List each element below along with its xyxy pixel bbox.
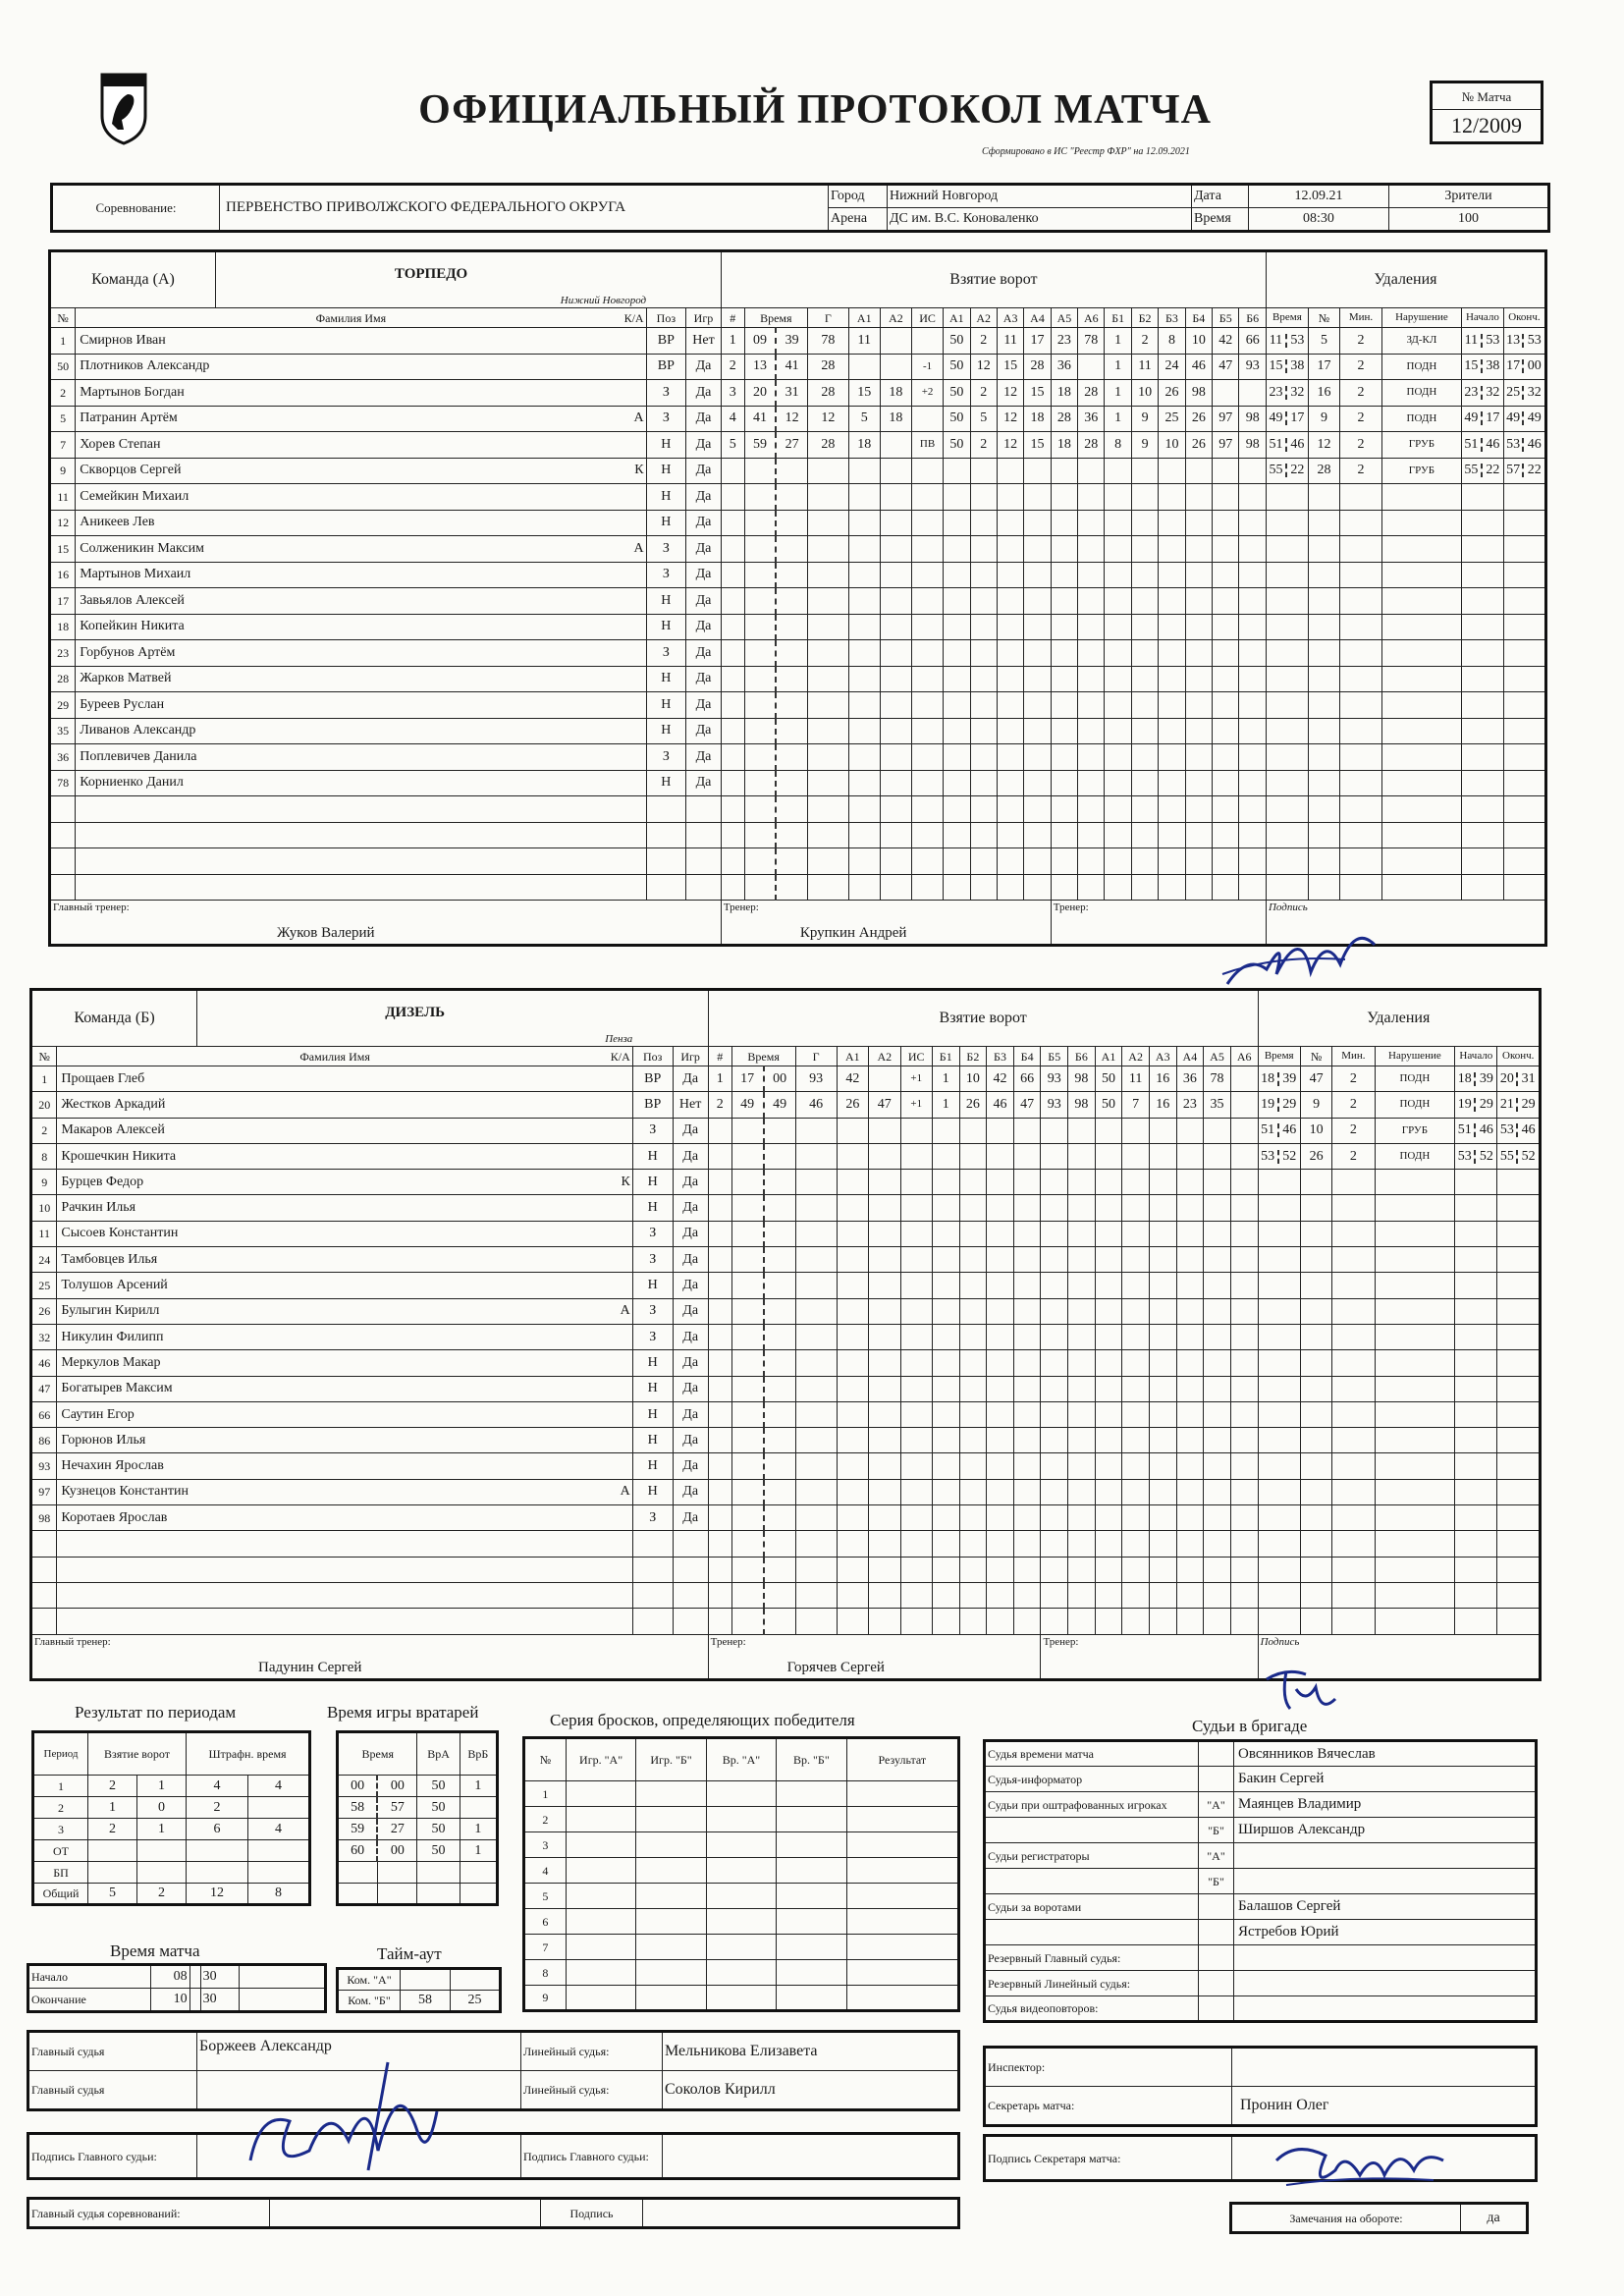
player-played: Да (673, 1247, 708, 1273)
player-pos: Н (646, 692, 686, 719)
player-name: Смирнов Иван (80, 332, 166, 348)
player-name: Ливанов Александр (80, 723, 196, 738)
line-ref1-label: Линейный судья: (521, 2032, 663, 2071)
goalies-title: Время игры вратарей (327, 1703, 479, 1722)
line-ref2-label: Линейный судья: (521, 2071, 663, 2110)
brigade-row: Судья-информатор Бакин Сергей (985, 1767, 1537, 1792)
match-end-h: 10 (151, 1989, 190, 2012)
period-row: 1 2 1 4 4 (33, 1776, 310, 1797)
player-pos: ВР (632, 1092, 673, 1118)
player-played: Да (673, 1195, 708, 1221)
brigade-row: Судья видеоповторов: (985, 1996, 1537, 2022)
player-name: Солженикин Максим (80, 540, 204, 556)
player-name: Бурцев Федор (61, 1174, 144, 1189)
period-row: БП (33, 1862, 310, 1884)
team_a-player-row: 7 Хорев Степан Н Да 5 59 27 28 18 ПВ 50 2 12 15 18 28 8 9 10 26 97 98 51 46 12 2 ГРУБ 51 46 53 46 (50, 432, 1546, 459)
remarks-label: Замечания на обороте: (1231, 2204, 1461, 2233)
match-number-label: № Матча (1432, 82, 1543, 110)
team_b-player-row: 9 Бурцев Федор К Н Да (31, 1170, 1541, 1195)
player-pos: З (632, 1298, 673, 1324)
city-label: Город (829, 185, 888, 208)
player-pos: Н (632, 1428, 673, 1453)
player-pos: З (632, 1324, 673, 1349)
period-row: Общий 5 2 12 8 (33, 1884, 310, 1905)
player-pos: Н (646, 718, 686, 744)
team_a-player-row: 9 Скворцов Сергей К Н Да 55 22 28 2 ГРУБ 55 22 57 22 (50, 458, 1546, 484)
player-pos: Н (632, 1376, 673, 1401)
chief-comp-label: Главный судья соревнований: (28, 2199, 270, 2228)
player-name: Жарков Матвей (80, 671, 172, 686)
player-pos: ВР (646, 354, 686, 380)
match-end-label: Окончание (28, 1989, 151, 2012)
timeout-title: Тайм-аут (377, 1944, 442, 1963)
line-ref1-name: Мельникова Елизавета (663, 2032, 959, 2071)
team_a-table: Команда (А) ТОРПЕДО Нижний Новгород Взятие ворот Удаления № Фамилия Имя К/А Поз Игр # Время Г А1 А2 ИС А1 А2 А3 А4 А5 А6 Б1 Б2 Б3 Б4 Б5 Б6 Время № Мин. Нарушение Начало Оконч. 1 Смирнов Иван ВР Нет 1 09 39 78 11 50 2 11 17 23 78 1 2 8 10 42 66 11 53 5 2 ЗД-КЛ 11 53 13 53 50 Плотников Александр ВР Да 2 13 41 28 -1 50 12 15 28 36 1 11 24 46 47 93 15 38 17 2 ПОДН 15 38 17 00 2 Мартынов Богдан З Да 3 20 31 28 15 18 +2 50 2 12 15 18 28 1 10 26 98 23 32 16 2 ПОДН 23 32 25 32 5 Патранин Артём А З Да 4 41 12 12 5 18 50 5 12 18 28 36 1 9 25 26 97 98 49 17 9 2 ПОДН 49 17 49 49 7 Хорев Степан Н Да 5 59 27 28 18 ПВ 50 2 12 15 18 28 8 9 10 26 97 98 51 46 12 2 ГРУБ 51 46 53 46 9 Скворцов Сергей К Н Да 55 22 28 2 ГРУБ 55 22 57 22 11 Семейкин Михаил Н Да 12 Аникеев Лев Н Да 15 Солженикин Максим А З Да 16 Мартынов Михаил З Да 17 Завьялов Алексей Н Да 18 Копейкин Никита Н Да 23 Горбунов Артём З Да 28 Жарков Матвей Н Да 29 Буреев Руслан Н Да 35 Ливанов Александр Н Да 36 Поплевичев Данила З Да 78 Корниенко Данил Н Да Главный тренер: Жуков Валерий Тренер: Крупкин Андрей Тренер: Подпись (48, 249, 1547, 947)
player-name: Богатырев Максим (61, 1381, 173, 1396)
player-played: Да (673, 1479, 708, 1504)
player-pos: ВР (646, 328, 686, 355)
period-row: 2 1 0 2 (33, 1797, 310, 1819)
player-played: Да (686, 432, 722, 459)
team_a-player-row (50, 874, 1546, 901)
player-pos: Н (646, 432, 686, 459)
team_a-player-row (50, 822, 1546, 848)
shootout-row: 2 (524, 1807, 959, 1832)
match-end-m: 30 (200, 1989, 240, 2012)
player-played: Да (686, 380, 722, 407)
player-played: Да (686, 484, 722, 511)
player-pos: Н (632, 1401, 673, 1427)
brigade-row: Судьи регистраторы "А" (985, 1843, 1537, 1869)
chief-comp-sign-label: Подпись (541, 2199, 643, 2228)
team_a-head-coach: Жуков Валерий (277, 925, 375, 941)
player-name: Патранин Артём (80, 410, 178, 426)
shootout-row: 8 (524, 1960, 959, 1986)
player-played: Да (686, 666, 722, 692)
player-name: Прощаев Глеб (61, 1070, 145, 1086)
goalies-h-a: ВрА (417, 1732, 460, 1776)
player-role: А (633, 540, 644, 556)
secretary-sign-table (983, 2134, 1538, 2182)
player-name: Меркулов Макар (61, 1354, 161, 1370)
player-name: Мартынов Михаил (80, 567, 191, 582)
player-played: Да (686, 510, 722, 536)
player-played: Да (673, 1428, 708, 1453)
brigade-row: "Б" Ширшов Александр (985, 1818, 1537, 1843)
goalie-row: 59 27 50 1 (338, 1819, 498, 1840)
player-pos: З (646, 640, 686, 667)
team_a-label: Команда (А) (51, 251, 216, 308)
team_b-player-row: 24 Тамбовцев Илья З Да (31, 1247, 1541, 1273)
team_b-table: Команда (Б) ДИЗЕЛЬ Пенза Взятие ворот Удаления № Фамилия Имя К/А Поз Игр # Время Г А1 А2 ИС Б1 Б2 Б3 Б4 Б5 Б6 А1 А2 А3 А4 А5 А6 Время № Мин. Нарушение Начало Оконч. 1 Прощаев Глеб ВР Да 1 17 00 93 42 +1 1 10 42 66 93 98 50 11 16 36 78 18 39 47 2 ПОДН 18 39 20 31 20 Жестков Аркадий ВР Нет 2 49 49 46 26 47 +1 1 26 46 47 93 98 50 7 16 23 35 19 29 9 2 ПОДН 19 29 21 29 2 Макаров Алексей З Да 51 46 10 2 ГРУБ 51 46 53 46 8 Крошечкин Никита Н Да 53 52 26 2 ПОДН 53 52 55 52 9 Бурцев Федор К Н Да 10 Рачкин Илья Н Да 11 Сысоев Константин З Да 24 Тамбовцев Илья З Да 25 Толушов Арсений Н Да 26 Булыгин Кирилл А З Да 32 Никулин Филипп З Да 46 Меркулов Макар Н Да 47 Богатырев Максим Н Да 66 Саутин Егор Н Да 86 Горюнов Илья Н Да 93 Нечахин Ярослав Н Да 97 Кузнецов Константин А Н Да 98 Коротаев Ярослав З Да Главный тренер: Падунин Сергей Тренер: Горячев Сергей Тренер: Подпись (29, 988, 1542, 1681)
team_b-label: Команда (Б) (32, 990, 197, 1047)
team_a-player-row: 1 Смирнов Иван ВР Нет 1 09 39 78 11 50 2 11 17 23 78 1 2 8 10 42 66 11 53 5 2 ЗД-КЛ 11 53 13 53 (50, 328, 1546, 355)
goalies-table (336, 1730, 499, 1906)
player-name: Корниенко Данил (80, 775, 184, 791)
player-name: Жестков Аркадий (61, 1096, 166, 1112)
player-played: Да (673, 1505, 708, 1531)
timeout-b-min: 58 (401, 1991, 451, 2012)
shootout-row: 1 (524, 1781, 959, 1807)
player-played: Да (686, 692, 722, 719)
player-name: Хорев Степан (80, 436, 161, 452)
brigade-row: "Б" (985, 1869, 1537, 1894)
team_a-player-row: 36 Поплевичев Данила З Да (50, 744, 1546, 771)
player-role: А (633, 410, 644, 426)
team_a-player-row: 11 Семейкин Михаил Н Да (50, 484, 1546, 511)
brigade-row: Резервный Главный судья: (985, 1945, 1537, 1971)
team_a-player-row: 17 Завьялов Алексей Н Да (50, 588, 1546, 615)
player-played: Да (686, 640, 722, 667)
player-played: Да (673, 1298, 708, 1324)
player-pos: З (632, 1247, 673, 1273)
team-b-section (29, 988, 1542, 1681)
player-name: Макаров Алексей (61, 1122, 165, 1138)
team-a-section (48, 249, 1547, 947)
sign-main-label: Подпись Главного судьи: (28, 2134, 197, 2179)
player-played: Да (686, 744, 722, 771)
team_a-player-row: 78 Корниенко Данил Н Да (50, 770, 1546, 796)
brigade-title: Судьи в бригаде (1192, 1717, 1308, 1735)
player-pos: З (646, 744, 686, 771)
secretary-name: Пронин Олег (1232, 2087, 1537, 2126)
player-played: Да (673, 1453, 708, 1479)
team_b-player-row: 93 Нечахин Ярослав Н Да (31, 1453, 1541, 1479)
player-pos: Н (646, 614, 686, 640)
match-start-m: 30 (200, 1965, 240, 1989)
brigade-row: Судьи при оштрафованных игроках "А" Маянцев Владимир (985, 1792, 1537, 1818)
team_b-city: Пенза (605, 1033, 633, 1045)
player-role: А (620, 1303, 630, 1319)
match-number: 12/2009 (1432, 110, 1543, 143)
shootout-title: Серия бросков, определяющих победителя (550, 1711, 855, 1729)
timeout-table (336, 1967, 502, 2013)
player-role: К (634, 463, 644, 478)
shootout-row: 6 (524, 1909, 959, 1935)
player-played: Нет (686, 328, 722, 355)
player-pos: Н (646, 458, 686, 484)
player-played: Да (673, 1066, 708, 1092)
brigade-row: Резервный Линейный судья: (985, 1971, 1537, 1996)
time-label: Время (1192, 208, 1249, 232)
goalie-row: 60 00 50 1 (338, 1840, 498, 1862)
team_b-player-row: 47 Богатырев Максим Н Да (31, 1376, 1541, 1401)
shootout-row: 4 (524, 1858, 959, 1884)
line-ref2-name: Соколов Кирилл (663, 2071, 959, 2110)
main-ref-name: Боржеев Александр (197, 2032, 521, 2071)
goalies-h-time: Время (338, 1732, 417, 1776)
remarks-table (1229, 2202, 1529, 2234)
team_b-coach: Горячев Сергей (786, 1659, 885, 1675)
player-played: Да (673, 1401, 708, 1427)
match-start-label: Начало (28, 1965, 151, 1989)
team_b-head-coach: Падунин Сергей (258, 1659, 362, 1675)
player-pos: Н (646, 510, 686, 536)
player-pos: Н (632, 1273, 673, 1298)
fhr-logo (98, 65, 149, 145)
team_a-name: ТОРПЕДО (394, 266, 468, 282)
player-played: Да (673, 1324, 708, 1349)
competition-label: Соревнование: (52, 185, 220, 232)
player-name: Аникеев Лев (80, 515, 155, 530)
team_a-goals-title: Взятие ворот (721, 251, 1266, 308)
secretary-label: Секретарь матча: (985, 2087, 1232, 2126)
team_a-player-row: 12 Аникеев Лев Н Да (50, 510, 1546, 536)
player-name: Завьялов Алексей (80, 592, 185, 608)
shootout-table: № Игр. "А" Игр. "Б" Вр. "А" Вр. "Б" Результат 1 2 3 4 5 6 7 8 9 (522, 1736, 960, 2012)
team_a-player-row: 28 Жарков Матвей Н Да (50, 666, 1546, 692)
match-time-title: Время матча (110, 1941, 200, 1960)
player-name: Горбунов Артём (80, 644, 176, 660)
team_b-player-row: 66 Саутин Егор Н Да (31, 1401, 1541, 1427)
team_b-player-row: 32 Никулин Филипп З Да (31, 1324, 1541, 1349)
city-value: Нижний Новгород (888, 185, 1192, 208)
periods-h-pen: Штрафн. время (187, 1732, 310, 1776)
team_a-player-row: 2 Мартынов Богдан З Да 3 20 31 28 15 18 +2 50 2 12 15 18 28 1 10 26 98 23 32 16 2 ПОДН 23 32 25 32 (50, 380, 1546, 407)
secretary-sign-label: Подпись Секретаря матча: (985, 2136, 1232, 2181)
player-name: Буреев Руслан (80, 696, 165, 712)
player-pos: Н (632, 1195, 673, 1221)
brigade-row: Судьи за воротами Балашов Сергей (985, 1894, 1537, 1920)
player-name: Нечахин Ярослав (61, 1458, 164, 1474)
player-played: Да (673, 1350, 708, 1376)
player-pos: Н (646, 484, 686, 511)
shootout-row: 5 (524, 1884, 959, 1909)
team_a-penalties-title: Удаления (1266, 251, 1545, 308)
player-name: Скворцов Сергей (80, 463, 182, 478)
match-start-h: 08 (151, 1965, 190, 1989)
periods-h-period: Период (33, 1732, 88, 1776)
team_a-city: Нижний Новгород (560, 295, 647, 306)
arena-label: Арена (829, 208, 888, 232)
player-played: Да (673, 1143, 708, 1169)
periods-h-goals: Взятие ворот (88, 1732, 187, 1776)
team_a-player-row: 18 Копейкин Никита Н Да (50, 614, 1546, 640)
player-name: Толушов Арсений (61, 1278, 168, 1293)
team_b-penalties-title: Удаления (1258, 990, 1540, 1047)
signature-team-a (1218, 915, 1384, 1004)
timeout-b-label: Ком. "Б" (338, 1991, 401, 2012)
player-pos: З (632, 1118, 673, 1143)
player-played: Да (686, 614, 722, 640)
player-played: Да (673, 1273, 708, 1298)
spectators-label: Зрители (1389, 185, 1549, 208)
team_b-head-coach-label: Главный тренер: (34, 1635, 111, 1648)
team_a-player-row: 15 Солженикин Максим А З Да (50, 536, 1546, 563)
brigade-table (983, 1739, 1538, 2023)
goalies-h-b: ВрБ (460, 1732, 497, 1776)
player-name: Рачкин Илья (61, 1200, 136, 1216)
team_a-player-row: 50 Плотников Александр ВР Да 2 13 41 28 -1 50 12 15 28 36 1 11 24 46 47 93 15 38 17 2 ПОДН 15 38 17 00 (50, 354, 1546, 380)
timeout-b-sec: 25 (451, 1991, 501, 2012)
team_a-player-row (50, 796, 1546, 823)
team_b-player-row: 86 Горюнов Илья Н Да (31, 1428, 1541, 1453)
player-pos: З (632, 1221, 673, 1246)
player-played: Да (686, 562, 722, 588)
player-name: Плотников Александр (80, 358, 210, 374)
period-row: 3 2 1 6 4 (33, 1819, 310, 1840)
player-played: Да (686, 588, 722, 615)
team_b-player-row: 97 Кузнецов Константин А Н Да (31, 1479, 1541, 1504)
player-pos: З (646, 380, 686, 407)
player-name: Тамбовцев Илья (61, 1251, 158, 1267)
periods-table (31, 1730, 311, 1906)
shootout-row: 7 (524, 1935, 959, 1960)
team_b-player-row: 2 Макаров Алексей З Да 51 46 10 2 ГРУБ 51 46 53 46 (31, 1118, 1541, 1143)
team_b-player-row (31, 1531, 1541, 1557)
team_b-goals-title: Взятие ворот (708, 990, 1258, 1047)
player-name: Кузнецов Константин (61, 1484, 189, 1500)
player-played: Да (673, 1221, 708, 1246)
date-value: 12.09.21 (1249, 185, 1389, 208)
spectators-value: 100 (1389, 208, 1549, 232)
player-role: К (621, 1174, 630, 1189)
player-name: Мартынов Богдан (80, 384, 185, 400)
match-info (50, 183, 1550, 233)
player-pos: Н (632, 1453, 673, 1479)
team_b-player-row: 20 Жестков Аркадий ВР Нет 2 49 49 46 26 47 +1 1 26 46 47 93 98 50 7 16 23 35 19 29 9 2 ПОДН 19 29 21 29 (31, 1092, 1541, 1118)
competition-name: ПЕРВЕНСТВО ПРИВОЛЖСКОГО ФЕДЕРАЛЬНОГО ОКРУГА (220, 185, 829, 232)
player-played: Да (673, 1170, 708, 1195)
team_a-player-row: 23 Горбунов Артём З Да (50, 640, 1546, 667)
team_a-coach: Крупкин Андрей (799, 925, 907, 941)
player-played: Да (686, 536, 722, 563)
player-name: Копейкин Никита (80, 619, 185, 634)
team_b-player-row: 10 Рачкин Илья Н Да (31, 1195, 1541, 1221)
player-pos: З (646, 406, 686, 432)
team_a-player-row (50, 848, 1546, 875)
player-pos: Н (632, 1350, 673, 1376)
player-pos: Н (646, 770, 686, 796)
player-played: Да (686, 458, 722, 484)
shootout-row: 3 (524, 1832, 959, 1858)
player-played: Да (686, 354, 722, 380)
team_b-player-row: 46 Меркулов Макар Н Да (31, 1350, 1541, 1376)
team_a-player-row: 35 Ливанов Александр Н Да (50, 718, 1546, 744)
signatures-table (27, 2132, 960, 2180)
goalie-row: 00 00 50 1 (338, 1776, 498, 1797)
player-name: Сысоев Константин (61, 1226, 179, 1241)
player-pos: З (632, 1505, 673, 1531)
date-label: Дата (1192, 185, 1249, 208)
team_b-player-row: 8 Крошечкин Никита Н Да 53 52 26 2 ПОДН 53 52 55 52 (31, 1143, 1541, 1169)
player-pos: Н (646, 588, 686, 615)
player-pos: З (646, 562, 686, 588)
player-played: Да (686, 770, 722, 796)
player-name: Коротаев Ярослав (61, 1509, 168, 1525)
player-name: Семейкин Михаил (80, 488, 189, 504)
shootout-row: 9 (524, 1986, 959, 2011)
team_b-player-row: 11 Сысоев Константин З Да (31, 1221, 1541, 1246)
goalie-row: 58 57 50 (338, 1797, 498, 1819)
team_b-player-row: 25 Толушов Арсений Н Да (31, 1273, 1541, 1298)
match-number-box (1430, 81, 1543, 144)
team_b-name: ДИЗЕЛЬ (385, 1005, 446, 1020)
time-value: 08:30 (1249, 208, 1389, 232)
player-played: Нет (673, 1092, 708, 1118)
team_b-player-row: 98 Коротаев Ярослав З Да (31, 1505, 1541, 1531)
player-pos: ВР (632, 1066, 673, 1092)
chief-comp-table (27, 2197, 960, 2229)
document-title: ОФИЦИАЛЬНЫЙ ПРОТОКОЛ МАТЧА (418, 87, 1212, 133)
player-name: Никулин Филипп (61, 1329, 164, 1344)
inspector-label: Инспектор: (985, 2048, 1232, 2087)
player-played: Да (673, 1118, 708, 1143)
timeout-a-label: Ком. "А" (338, 1969, 401, 1991)
arena-value: ДС им. В.С. Коноваленко (888, 208, 1192, 232)
player-name: Горюнов Илья (61, 1432, 146, 1448)
team_a-player-row: 16 Мартынов Михаил З Да (50, 562, 1546, 588)
player-name: Крошечкин Никита (61, 1148, 177, 1164)
player-pos: Н (632, 1479, 673, 1504)
brigade-row: Судья времени матча Овсянников Вячеслав (985, 1741, 1537, 1767)
team_a-head-coach-label: Главный тренер: (53, 902, 130, 913)
player-played: Да (686, 718, 722, 744)
main-ref2-label: Главный судья (28, 2071, 197, 2110)
main-ref-label: Главный судья (28, 2032, 197, 2071)
referees-table (27, 2030, 960, 2111)
generated-note: Сформировано в ИС "Реестр ФХР" на 12.09.2021 (982, 146, 1190, 157)
player-played: Да (686, 406, 722, 432)
player-pos: Н (632, 1143, 673, 1169)
periods-title: Результат по периодам (75, 1703, 237, 1722)
signature-team-b (1257, 1660, 1345, 1719)
remarks-value: да (1461, 2204, 1528, 2233)
player-name: Поплевичев Данила (80, 748, 197, 764)
match-time-table (27, 1963, 327, 2013)
player-pos: Н (646, 666, 686, 692)
team_b-player-row (31, 1557, 1541, 1582)
sign-main2-label: Подпись Главного судьи: (521, 2134, 663, 2179)
inspector-table (983, 2046, 1538, 2127)
signature-main-referee (231, 2052, 476, 2180)
period-row: ОТ (33, 1840, 310, 1862)
team_b-player-row: 1 Прощаев Глеб ВР Да 1 17 00 93 42 +1 1 10 42 66 93 98 50 11 16 36 78 18 39 47 2 ПОДН 18 39 20 31 (31, 1066, 1541, 1092)
player-name: Саутин Егор (61, 1406, 135, 1422)
team_a-player-row: 5 Патранин Артём А З Да 4 41 12 12 5 18 50 5 12 18 28 36 1 9 25 26 97 98 49 17 9 2 ПОДН 49 17 49 49 (50, 406, 1546, 432)
team_b-player-row (31, 1582, 1541, 1608)
player-name: Булыгин Кирилл (61, 1303, 160, 1319)
player-role: А (620, 1484, 630, 1500)
player-played: Да (673, 1376, 708, 1401)
team_a-player-row: 29 Буреев Руслан Н Да (50, 692, 1546, 719)
team_b-player-row (31, 1609, 1541, 1634)
team_b-player-row: 26 Булыгин Кирилл А З Да (31, 1298, 1541, 1324)
brigade-row: Ястребов Юрий (985, 1920, 1537, 1945)
signature-secretary (1267, 2131, 1453, 2200)
player-pos: З (646, 536, 686, 563)
player-pos: Н (632, 1170, 673, 1195)
